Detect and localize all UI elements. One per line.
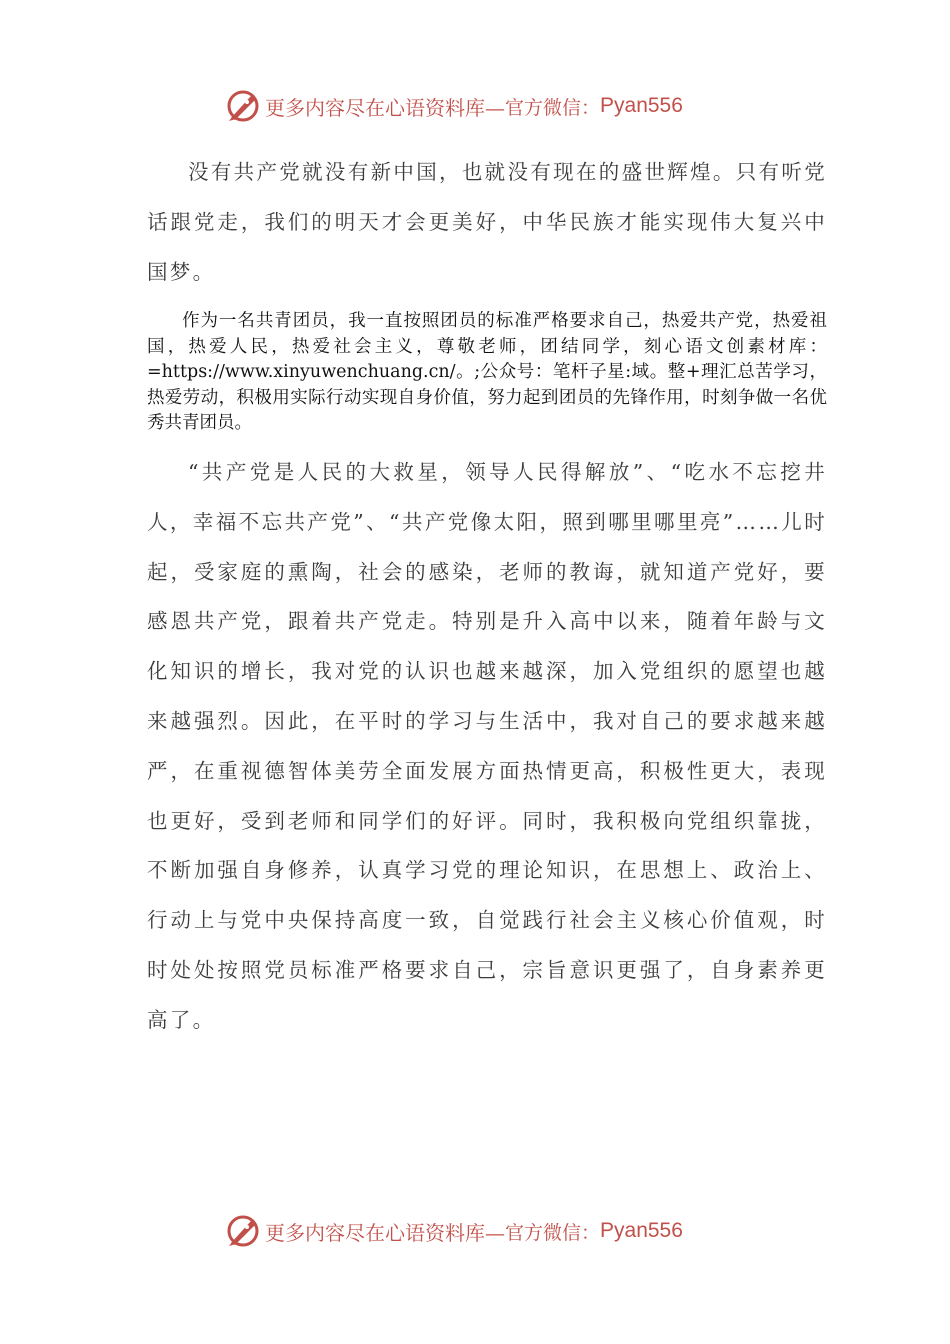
banner-wechat-id: Pyan556: [600, 94, 683, 117]
banner-main-text: 更多内容尽在心语资料库—: [265, 1220, 505, 1245]
banner-wechat-label: 官方微信：: [505, 1221, 601, 1244]
banner-main-text: 更多内容尽在心语资料库—: [265, 95, 505, 120]
pen-logo-icon: [225, 88, 261, 124]
footer-banner: [225, 1211, 745, 1251]
header-banner: [225, 86, 745, 126]
banner-wechat-id: Pyan556: [600, 1219, 683, 1242]
paragraph-3: “共产党是人民的大救星，领导人民得解放”、“吃水不忘挖井人，幸福不忘共产党”、“共产党像太阳，照到哪里哪里亮”……儿时起，受家庭的熏陶，社会的感染，老师的教诲，就知道产党好，要感恩共产党，跟着共产党走。特别是升入高中以来，随着年龄与文化知识的增长，我对党的认识也越来越深，加入党组织的愿望也越来越强烈。因此，在平时的学习与生活中，我对自己的要求越来越严，在重视德智体美劳全面发展方面热情更高，积极性更大，表现也更好，受到老师和同学们的好评。同时，我积极向党组织靠拢，不断加强自身修养，认真学习党的理论知识，在思想上、政治上、行动上与党中央保持高度一致，自觉践行社会主义核心价值观，时时处处按照党员标准严格要求自己，宗旨意识更强了，自身素养更高了。: [147, 460, 827, 1032]
banner-wechat-label: 官方微信：: [505, 96, 601, 119]
paragraph-1: 没有共产党就没有新中国，也就没有现在的盛世辉煌。只有听党话跟党走，我们的明天才会更美好，中华民族才能实现伟大复兴中国梦。: [147, 160, 827, 284]
pen-logo-icon: [225, 1213, 261, 1249]
paragraph-2: 作为一名共青团员，我一直按照团员的标准严格要求自己，热爱共产党，热爱祖国，热爱人民，热爱社会主义，尊敬老师，团结同学，刻心语文创素材库：=https://www.xinyuwenchuang.cn/。;公众号：笔杆子星:域。整+理汇总苦学习，热爱劳动，积极用实际行动实现自身价值，努力起到团员的先锋作用，时刻争做一名优秀共青团员。: [147, 311, 827, 433]
